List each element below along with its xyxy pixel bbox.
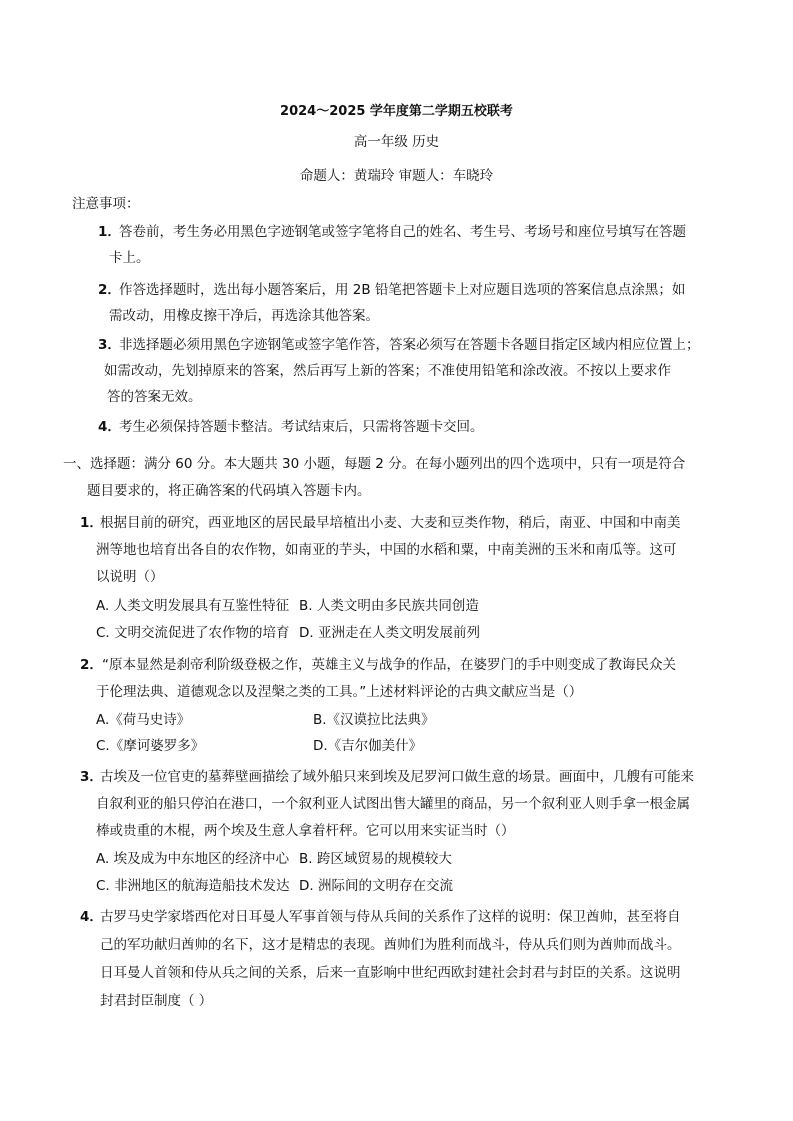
question-text: 古罗马史学家塔西佗对日耳曼人军事首领与侍从兵间的关系作了这样的说明：保卫酋帅，甚至将自 <box>100 909 681 925</box>
option-a[interactable]: A.《荷马史诗》 <box>96 712 191 728</box>
notice-item-text: 卡上。 <box>109 250 150 266</box>
option-b[interactable]: B. 人类文明由多民族共同创造 <box>299 598 479 614</box>
option-a[interactable]: A. 人类文明发展具有互鉴性特征 <box>96 598 290 614</box>
notice-item-number: 3． <box>98 337 121 353</box>
question-number: 2． <box>80 657 103 673</box>
notice-item-text: 答卷前，考生务必用黑色字迹钢笔或签字笔将自己的姓名、考生号、考场号和座位号填写在答题 <box>119 224 686 240</box>
question-number: 4． <box>80 909 103 925</box>
option-b[interactable]: B. 跨区域贸易的规模较大 <box>299 851 452 867</box>
notice-item-text: 考生必须保持答题卡整洁。考试结束后，只需将答题卡交回。 <box>119 419 484 435</box>
notice-item-text: 答的答案无效。 <box>107 389 202 405</box>
option-b[interactable]: B.《汉谟拉比法典》 <box>313 712 435 728</box>
section-line: 题目要求的，将正确答案的代码填入答题卡内。 <box>87 483 371 499</box>
option-c[interactable]: C. 文明交流促进了农作物的培育 <box>96 625 290 641</box>
question-text: “原本显然是刹帝利阶级登极之作，英雄主义与战争的作品，在婆罗门的手中则变成了教诲民众关 <box>102 657 676 673</box>
notice-item-text: 作答选择题时，选出每小题答案后，用 2B 铅笔把答题卡上对应题目选项的答案信息点涂黑；如 <box>119 282 686 298</box>
question-number: 1． <box>80 515 103 531</box>
question-text: 己的军功献归酋帅的名下，这才是精忠的表现。酋帅们为胜利而战斗，侍从兵们则为酋帅而战斗。 <box>100 937 681 953</box>
section-line: 一、选择题：满分 60 分。本大题共 30 小题，每题 2 分。在每小题列出的四个选项中，只有一项是符合 <box>63 456 686 472</box>
question-text: 洲等地也培育出各自的农作物，如南亚的芋头，中国的水稻和粟，中南美洲的玉米和南瓜等。这可 <box>96 542 677 558</box>
option-d[interactable]: D. 洲际间的文明存在交流 <box>299 878 453 894</box>
notice-item-text: 非选择题必须用黑色字迹钢笔或签字笔作答，答案必须写在答题卡各题目指定区域内相应位置上； <box>119 337 700 353</box>
question-text: 于伦理法典、道德观念以及涅槃之类的工具。”上述材料评论的古典文献应当是（） <box>96 684 583 700</box>
notice-item-number: 1． <box>98 224 121 240</box>
notice-heading: 注意事项： <box>72 196 140 212</box>
option-d[interactable]: D. 亚洲走在人类文明发展前列 <box>299 625 480 641</box>
question-text: 棒或贵重的木棍，两个埃及生意人拿着杆秤。它可以用来实证当时（） <box>96 823 515 839</box>
question-text: 以说明（） <box>96 569 164 585</box>
question-number: 3． <box>80 769 103 785</box>
option-c[interactable]: C. 非洲地区的航海造船技术发达 <box>96 878 290 894</box>
exam-title: 2024～2025 学年度第二学期五校联考 <box>280 104 513 119</box>
exam-subtitle: 高一年级 历史 <box>353 134 440 150</box>
option-a[interactable]: A. 埃及成为中东地区的经济中心 <box>96 851 290 867</box>
question-text: 古埃及一位官吏的墓葬壁画描绘了域外船只来到埃及尼罗河口做生意的场景。画面中，几艘有可能来 <box>100 769 694 785</box>
notice-item-number: 4． <box>98 419 121 435</box>
question-text: 日耳曼人首领和侍从兵之间的关系，后来一直影响中世纪西欧封建社会封君与封臣的关系。这说明 <box>100 965 681 981</box>
option-d[interactable]: D.《吉尔伽美什》 <box>313 738 423 754</box>
exam-authors: 命题人：黄瑞玲 审题人：车晓玲 <box>299 168 494 184</box>
question-text: 封君封臣制度（ ） <box>100 993 213 1009</box>
option-c[interactable]: C.《摩诃婆罗多》 <box>96 738 205 754</box>
notice-item-number: 2． <box>98 282 121 298</box>
notice-item-text: 如需改动，先划掉原来的答案，然后再写上新的答案；不准使用铅笔和涂改液。不按以上要求作 <box>104 363 671 379</box>
question-text: 自叙利亚的船只停泊在港口，一个叙利亚人试图出售大罐里的商品，另一个叙利亚人则手拿一根金属 <box>96 796 690 812</box>
question-text: 根据目前的研究，西亚地区的居民最早培植出小麦、大麦和豆类作物，稍后，南亚、中国和中南美 <box>100 515 681 531</box>
notice-item-text: 需改动，用橡皮擦干净后，再选涂其他答案。 <box>109 308 379 324</box>
